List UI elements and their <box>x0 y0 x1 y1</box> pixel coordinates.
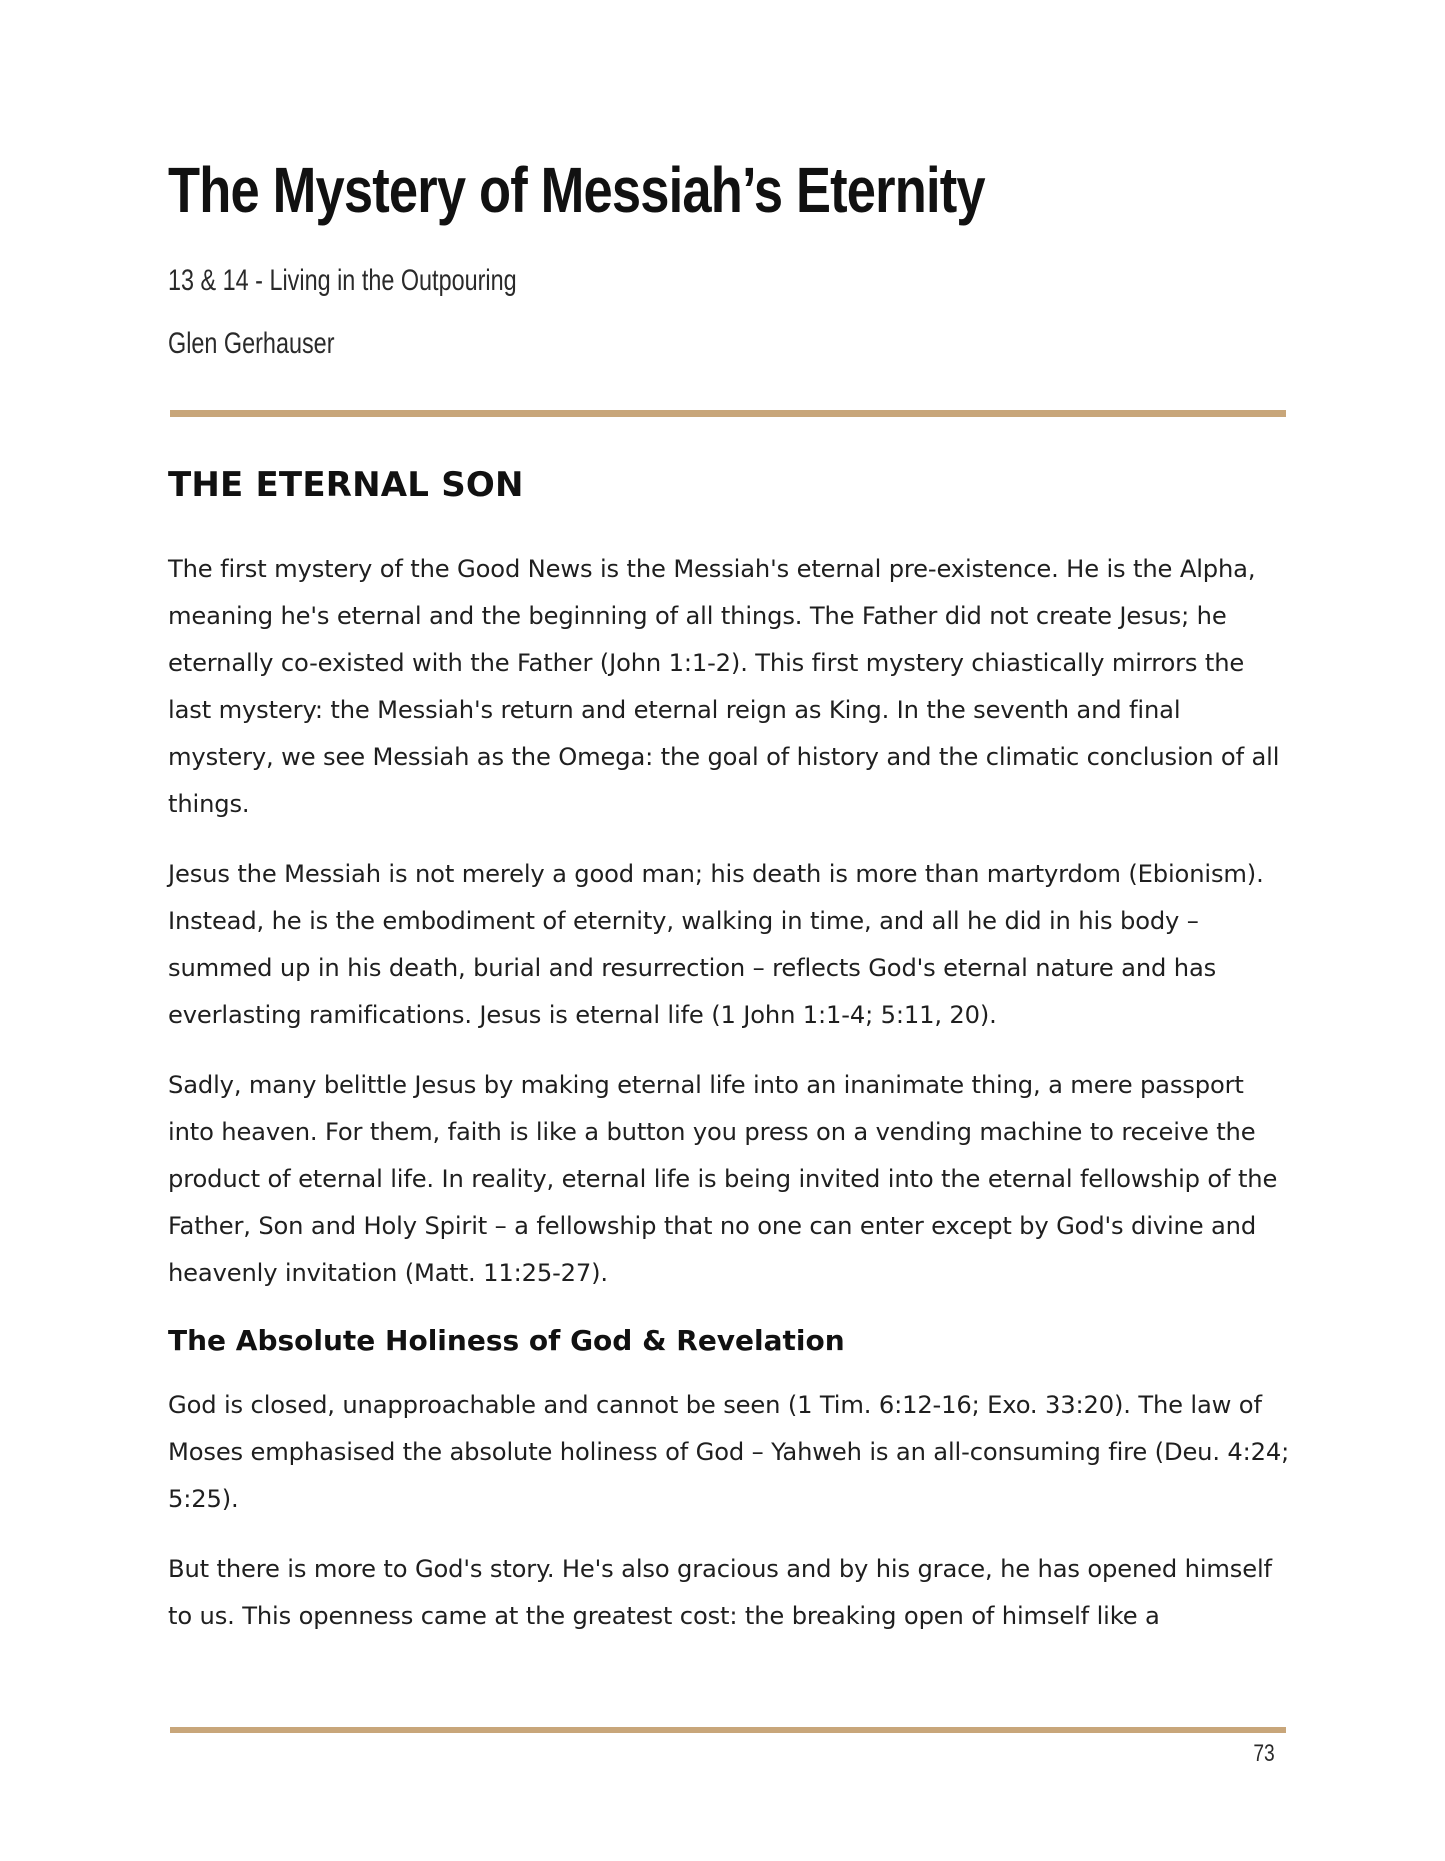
document-subtitle: 13 & 14 - Living in the Outpouring <box>168 264 517 297</box>
paragraph: The first mystery of the Good News is the Messiah's eternal pre-existence. He is the Alpha, meaning he's eternal and the beginning of all things. The Father did not create Jesus; he eternally co-existed with the Father (John 1:1-2). This first mystery chiastically mirrors the last mystery: the Messiah's return and eternal reign as King. In the seventh and final mystery, we see Messiah as the Omega: the goal of history and the climatic conclusion of all things. <box>168 555 1280 818</box>
paragraph: But there is more to God's story. He's also gracious and by his grace, he has opened himself to us. This openness came at the greatest cost: the breaking open of himself like a <box>168 1555 1272 1630</box>
page-number: 73 <box>1253 1740 1275 1767</box>
footer-divider <box>170 1727 1286 1733</box>
subsection-heading-holiness: The Absolute Holiness of God & Revelation <box>168 1324 845 1357</box>
document-title: The Mystery of Messiah’s Eternity <box>168 154 985 226</box>
header-divider <box>170 410 1286 417</box>
paragraph: God is closed, unapproachable and cannot be seen (1 Tim. 6:12-16; Exo. 33:20). The law of Moses emphasised the absolute holiness of God – Yahweh is an all-consuming fire (Deu. 4:24; 5:25). <box>168 1391 1290 1513</box>
section-heading-eternal-son: THE ETERNAL SON <box>168 465 524 505</box>
document-author: Glen Gerhauser <box>168 327 335 360</box>
paragraph: Jesus the Messiah is not merely a good man; his death is more than martyrdom (Ebionism). Instead, he is the embodiment of eternity, walking in time, and all he did in his body – summed up in his death, burial and resurrection – reflects God's eternal nature and has everlasting ramifications. Jesus is eternal life (1 John 1:1-4; 5:11, 20). <box>168 860 1264 1029</box>
paragraph: Sadly, many belittle Jesus by making eternal life into an inanimate thing, a mere passport into heaven. For them, faith is like a button you press on a vending machine to receive the product of eternal life. In reality, eternal life is being invited into the eternal fellowship of the Father, Son and Holy Spirit – a fellowship that no one can enter except by God's divine and heavenly invitation (Matt. 11:25-27). <box>168 1071 1278 1287</box>
document-body <box>168 460 1293 1663</box>
